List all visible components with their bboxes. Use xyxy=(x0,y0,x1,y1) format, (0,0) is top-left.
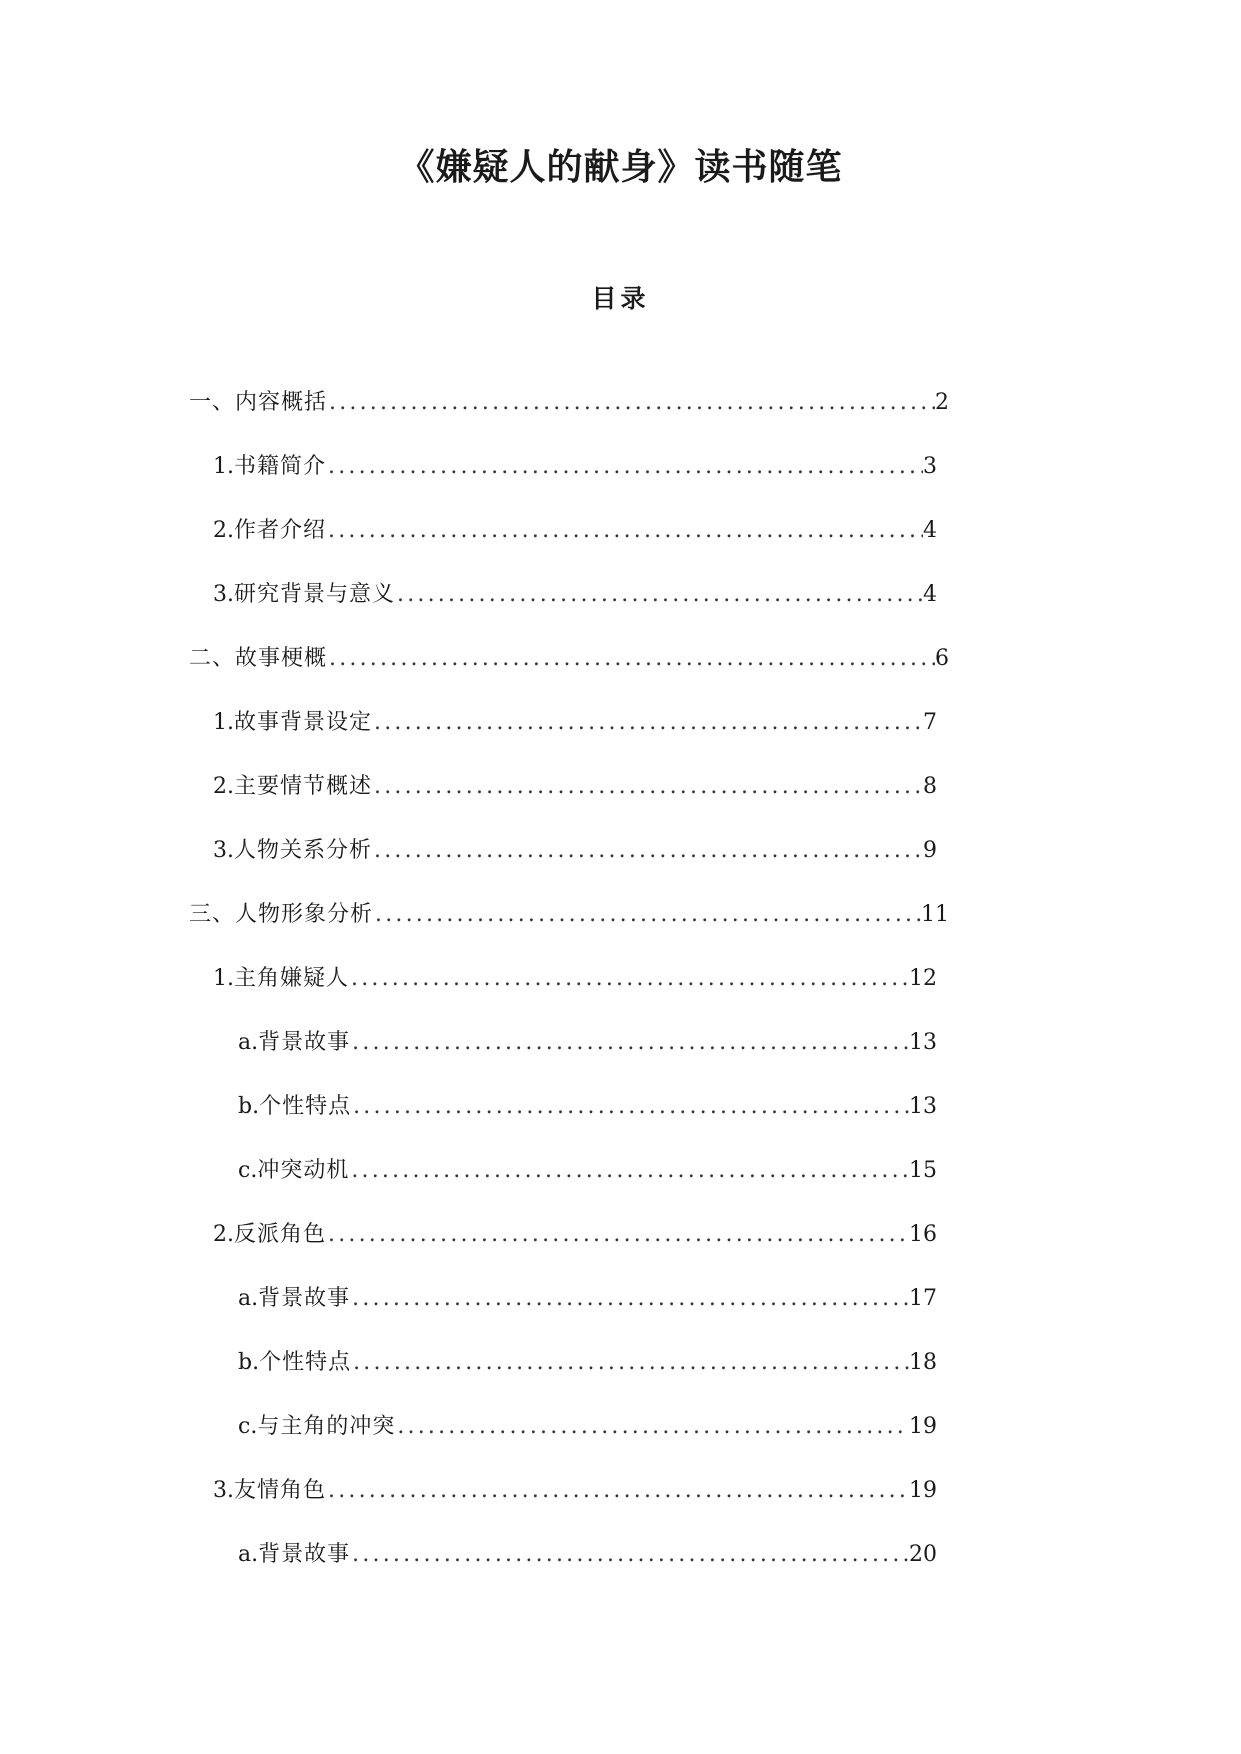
toc-entry-text: 人物关系分析 xyxy=(234,838,373,863)
toc-dot-leader xyxy=(395,580,923,610)
toc-dot-leader xyxy=(372,836,923,866)
toc-entry-3-1-c[interactable] xyxy=(238,1156,937,1186)
toc-entry-3-2-b[interactable] xyxy=(238,1348,937,1378)
toc-entry-3-1[interactable] xyxy=(213,964,937,994)
toc-entry-text: 个性特点 xyxy=(259,1094,352,1119)
toc-entry-text: 书籍简介 xyxy=(234,454,327,479)
toc-dot-leader xyxy=(326,452,923,482)
toc-page-number: 20 xyxy=(909,1542,937,1567)
toc-entry-text: 冲突动机 xyxy=(257,1158,350,1183)
document-title: 《嫌疑人的献身》读书随笔 xyxy=(398,147,843,188)
toc-entry-text: 背景故事 xyxy=(258,1542,351,1567)
toc-entry-number: 2. xyxy=(213,518,234,543)
toc-entry-text: 反派角色 xyxy=(234,1222,327,1247)
toc-page-number: 19 xyxy=(909,1414,937,1439)
toc-entry-number: 1. xyxy=(213,710,234,735)
toc-entry-number: b. xyxy=(238,1094,260,1119)
toc-entry-3[interactable] xyxy=(189,900,949,930)
toc-page-number: 11 xyxy=(921,902,949,927)
toc-entry-1-3[interactable] xyxy=(213,580,937,610)
toc-heading: 目录 xyxy=(591,284,650,313)
toc-dot-leader xyxy=(395,1412,909,1442)
toc-dot-leader xyxy=(351,1092,909,1122)
toc-entry-number: 1. xyxy=(213,966,234,991)
toc-page-number: 16 xyxy=(909,1222,937,1247)
toc-dot-leader xyxy=(326,1476,909,1506)
toc-entry-number: 3. xyxy=(213,1478,234,1503)
toc-dot-leader xyxy=(350,1284,909,1314)
toc-page-number: 12 xyxy=(909,966,937,991)
toc-dot-leader xyxy=(327,644,935,674)
toc-entry-number: a. xyxy=(238,1030,259,1055)
toc-entry-text: 二、故事梗概 xyxy=(189,646,328,671)
toc-page-number: 17 xyxy=(909,1286,937,1311)
toc-entry-text: 故事背景设定 xyxy=(234,710,373,735)
toc-entry-3-1-a[interactable] xyxy=(238,1028,937,1058)
toc-entry-number: c. xyxy=(238,1158,258,1183)
toc-entry-1[interactable] xyxy=(189,388,949,418)
toc-page-number: 4 xyxy=(923,518,937,543)
toc-entry-text: 背景故事 xyxy=(258,1286,351,1311)
toc-entry-number: 3. xyxy=(213,838,234,863)
toc-dot-leader xyxy=(327,388,935,418)
toc-entry-2-1[interactable] xyxy=(213,708,937,738)
toc-entry-2-3[interactable] xyxy=(213,836,937,866)
toc-entry-3-2-c[interactable] xyxy=(238,1412,937,1442)
toc-dot-leader xyxy=(349,964,909,994)
toc-entry-text: 主角嫌疑人 xyxy=(234,966,350,991)
toc-page-number: 8 xyxy=(923,774,937,799)
toc-entry-text: 一、内容概括 xyxy=(189,390,328,415)
toc-entry-2-2[interactable] xyxy=(213,772,937,802)
toc-dot-leader xyxy=(350,1540,909,1570)
toc-entry-1-2[interactable] xyxy=(213,516,937,546)
toc-entry-3-3-a[interactable] xyxy=(238,1540,937,1570)
toc-entry-1-1[interactable] xyxy=(213,452,937,482)
toc-dot-leader xyxy=(349,1156,909,1186)
toc-entry-3-1-b[interactable] xyxy=(238,1092,937,1122)
toc-page-number: 15 xyxy=(909,1158,937,1183)
toc-entry-number: b. xyxy=(238,1350,260,1375)
toc-entry-text: 作者介绍 xyxy=(234,518,327,543)
toc-dot-leader xyxy=(326,516,923,546)
toc-page-number: 3 xyxy=(923,454,937,479)
toc-entry-text: 个性特点 xyxy=(259,1350,352,1375)
toc-dot-leader xyxy=(373,900,921,930)
toc-dot-leader xyxy=(326,1220,909,1250)
toc-page-number: 19 xyxy=(909,1478,937,1503)
toc-entry-number: 3. xyxy=(213,582,234,607)
toc-page-number: 9 xyxy=(923,838,937,863)
toc-entry-number: a. xyxy=(238,1286,259,1311)
toc-dot-leader xyxy=(372,708,923,738)
toc-page-number: 6 xyxy=(935,646,949,671)
toc-page-number: 13 xyxy=(909,1030,937,1055)
toc-entry-text: 背景故事 xyxy=(258,1030,351,1055)
toc-entry-text: 友情角色 xyxy=(234,1478,327,1503)
toc-page-number: 13 xyxy=(909,1094,937,1119)
toc-entry-3-3[interactable] xyxy=(213,1476,937,1506)
toc-dot-leader xyxy=(372,772,923,802)
toc-entry-text: 与主角的冲突 xyxy=(257,1414,396,1439)
toc-entry-3-2-a[interactable] xyxy=(238,1284,937,1314)
toc-entry-number: 1. xyxy=(213,454,234,479)
toc-entry-number: c. xyxy=(238,1414,258,1439)
toc-page-number: 7 xyxy=(923,710,937,735)
toc-page-number: 2 xyxy=(935,390,949,415)
toc-dot-leader xyxy=(350,1028,909,1058)
toc-entry-3-2[interactable] xyxy=(213,1220,937,1250)
toc-entry-2[interactable] xyxy=(189,644,949,674)
toc-page-number: 4 xyxy=(923,582,937,607)
toc-page-number: 18 xyxy=(909,1350,937,1375)
toc-entry-number: a. xyxy=(238,1542,259,1567)
toc-entry-text: 三、人物形象分析 xyxy=(189,902,374,927)
toc-entry-number: 2. xyxy=(213,774,234,799)
toc-entry-text: 研究背景与意义 xyxy=(234,582,396,607)
toc-entry-number: 2. xyxy=(213,1222,234,1247)
toc-entry-text: 主要情节概述 xyxy=(234,774,373,799)
toc-dot-leader xyxy=(351,1348,909,1378)
